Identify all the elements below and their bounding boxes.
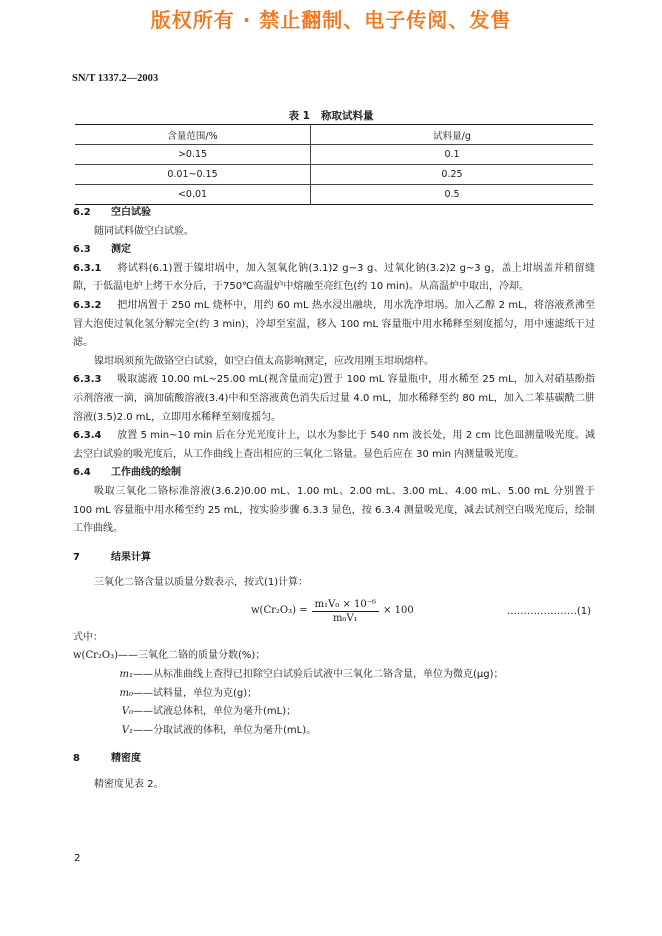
note-paragraph: 镍坩埚须预先做铬空白试验，如空白值太高影响测定，应改用刚玉坩埚熔样。 — [94, 355, 434, 367]
variable-description: ——三氧化二铬的质量分数(%)； — [118, 650, 266, 662]
section-heading-6-3 — [73, 241, 595, 260]
section-number: 7 — [73, 551, 80, 563]
variable-description: ——试料量，单位为克(g)； — [133, 687, 258, 699]
variable-item — [73, 703, 595, 722]
clause-number: 6.3.4 — [73, 430, 102, 442]
sample-amount-table — [75, 124, 593, 205]
variable-symbol: m₀ — [119, 687, 133, 699]
table-caption: 表 1 称取试料量 — [288, 110, 374, 122]
standard-code: SN/T 1337.2—2003 — [72, 73, 159, 84]
section-title: 工作曲线的绘制 — [111, 467, 181, 479]
table-row — [75, 185, 593, 205]
formula-denominator: m₀V₁ — [332, 612, 358, 624]
section-title: 精密度 — [111, 753, 141, 765]
variable-list — [73, 647, 595, 740]
paragraph-6-3-3 — [73, 371, 595, 427]
formula-expression — [251, 598, 414, 625]
section-number: 6.4 — [73, 467, 91, 479]
variable-item — [73, 722, 595, 741]
formula-numerator: m₁V₀ × 10⁻⁶ — [312, 598, 379, 612]
paragraph: 吸取三氧化二铬标准溶液(3.6.2)0.00 mL、1.00 mL、2.00 mL、3.00 mL、4.00 mL、5.00 mL 分别置于 100 mL 容量瓶中用水稀至约 25 mL，按实验步骤 6.3.3 显色，按 6.3.4 测量吸光度，减去试剂空白吸光度后，绘制工作曲线。 — [73, 485, 595, 535]
section-title: 结果计算 — [111, 551, 151, 563]
paragraph: 随同试料做空白试验。 — [94, 225, 194, 237]
formula-number: …………………(1) — [506, 605, 591, 617]
section-heading-7 — [73, 549, 595, 568]
section-title: 空白试验 — [111, 207, 151, 218]
table-cell: 0.25 — [311, 165, 594, 185]
variable-item — [73, 647, 595, 666]
clause-text: 放置 5 min~10 min 后在分光光度计上，以水为参比于 540 nm 波长处，用 2 cm 比色皿测量吸光度。减去空白试验的吸光度后，从工作曲线上查出相应的三氧化二铬量。显色后应在 30 min 内测量吸光度。 — [73, 430, 595, 460]
formula-lhs: w(Cr₂O₃) = — [251, 605, 308, 617]
clause-number: 6.3.3 — [73, 374, 102, 386]
section-heading-6-4 — [73, 464, 595, 483]
variable-description: ——试液总体积，单位为毫升(mL)； — [133, 706, 297, 718]
paragraph-6-3-2 — [73, 297, 595, 353]
clause-text: 将试料(6.1)置于镍坩埚中，加入氢氧化钠(3.1)2 g~3 g、过氧化钠(3.2)2 g~3 g，盖上坩埚盖并稍留缝隙，于低温电炉上烤干水分后，于750℃高温炉中熔融至亮红色(约 10 min)。从高温炉中取出，冷却。 — [73, 262, 595, 293]
variable-item — [73, 685, 595, 704]
formula-fraction — [312, 598, 379, 625]
section-number: 6.3 — [73, 244, 91, 256]
clause-text: 吸取滤液 10.00 mL~25.00 mL(视含量而定)置于 100 mL 容量瓶中，用水稀至 25 mL，加入对硝基酚指示剂溶液一滴，滴加硫酸溶液(3.4)中和至溶液黄色消失后过量 4.0 mL，加水稀释至约 80 mL，加入二苯基碳酰二肼溶液(3.5)2.0 mL，立即用水稀释至刻度摇匀。 — [73, 374, 595, 423]
table-header-cell: 试料量/g — [311, 125, 594, 145]
variable-symbol: m₁ — [119, 669, 133, 681]
clause-number: 6.3.1 — [73, 262, 102, 274]
table-header-cell: 含量范围/% — [75, 125, 311, 145]
table-cell: 0.1 — [311, 145, 594, 165]
document-body — [73, 204, 595, 795]
page-number: 2 — [74, 853, 81, 864]
variable-symbol: w(Cr₂O₃) — [73, 650, 119, 662]
section-title: 测定 — [111, 244, 131, 256]
table-cell: 0.5 — [311, 185, 594, 205]
section-number: 8 — [73, 753, 80, 765]
variable-description: ——从标准曲线上查得已扣除空白试验后试液中三氧化二铬含量，单位为微克(μg)； — [133, 669, 504, 681]
paragraph-6-3-1 — [73, 260, 595, 297]
section-number: 6.2 — [73, 207, 91, 218]
formula-tail: × 100 — [383, 605, 414, 617]
table-cell: <0.01 — [75, 185, 311, 205]
clause-text: 把坩埚置于 250 mL 烧杯中，用约 60 mL 热水浸出融块，用水洗净坩埚。加入乙醇 2 mL，将溶液煮沸至冒大泡使过氧化氢分解完全(约 3 min)，冷却至室温，移入 100 mL 容量瓶中用水稀释至刻度摇匀，用中速滤纸干过滤。 — [73, 299, 595, 349]
formula-1 — [73, 595, 595, 625]
variable-description: ——分取试液的体积，单位为毫升(mL)。 — [133, 724, 317, 736]
where-label: 式中： — [73, 631, 103, 643]
table-cell: >0.15 — [75, 145, 311, 165]
paragraph: 三氧化二铬含量以质量分数表示，按式(1)计算： — [94, 577, 309, 589]
table-row — [75, 165, 593, 185]
variable-symbol: V₀ — [121, 706, 133, 718]
clause-number: 6.3.2 — [73, 299, 102, 311]
variable-symbol: V₁ — [121, 724, 133, 736]
section-heading-6-2 — [73, 204, 595, 223]
paragraph: 精密度见表 2。 — [94, 779, 164, 791]
table-row — [75, 145, 593, 165]
table-header-row — [75, 125, 593, 145]
paragraph-6-3-4 — [73, 427, 595, 464]
section-heading-8 — [73, 750, 595, 769]
table-cell: 0.01~0.15 — [75, 165, 311, 185]
variable-item — [73, 666, 595, 685]
watermark-banner: 版权所有 · 禁止翻制、电子传阅、发售 — [150, 8, 512, 32]
